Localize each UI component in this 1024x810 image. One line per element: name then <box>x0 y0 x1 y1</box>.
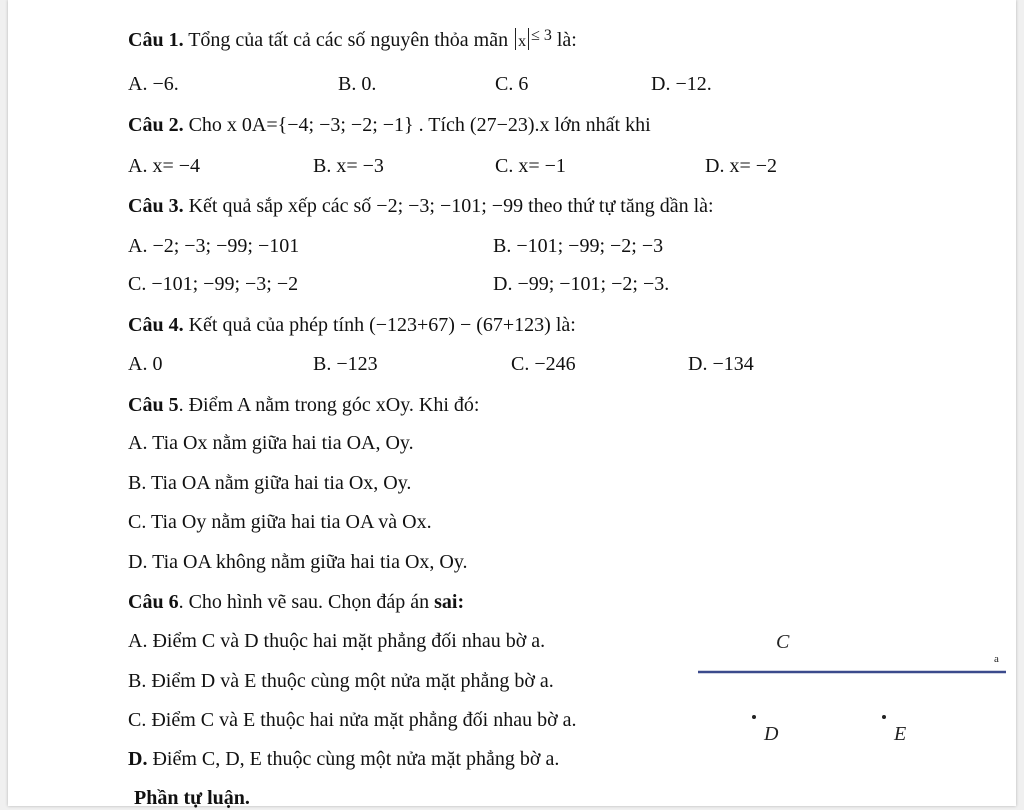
q6-option-d-letter: D. <box>128 748 148 770</box>
section-title-text: Phần tự luận. <box>134 787 250 809</box>
q3-option-a: A. −2; −3; −99; −101 <box>128 235 300 257</box>
question-5-text: . Điểm A nằm trong góc xOy. Khi đó: <box>178 394 480 416</box>
question-6-prefix: Câu 6 <box>128 591 179 613</box>
question-2-text: Cho x 0A={−4; −3; −2; −1} . Tích (27−23).x lớn nhất khi <box>183 114 651 136</box>
question-1 <box>128 28 577 54</box>
q1-option-c: C. 6 <box>495 73 529 95</box>
q1-option-b: B. 0. <box>338 73 377 95</box>
q2-option-c: C. x= −1 <box>495 155 566 177</box>
q5-option-d: D. Tia OA không nằm giữa hai tia Ox, Oy. <box>128 551 468 573</box>
q1-option-a: A. −6. <box>128 73 179 95</box>
question-1-tail: là: <box>551 29 577 51</box>
document-page <box>8 0 1016 809</box>
question-3 <box>128 194 714 218</box>
abs-bar-left <box>515 28 516 50</box>
question-1-text: Tổng của tất cả các số nguyên thỏa mãn <box>183 29 514 51</box>
q1-option-d: D. −12. <box>651 73 712 95</box>
q6-option-d <box>128 747 559 771</box>
q4-option-d: D. −134 <box>688 353 754 375</box>
half-plane-figure <box>688 620 1010 750</box>
question-3-text: Kết quả sắp xếp các số −2; −3; −101; −99 theo thứ tự tăng dần là: <box>183 195 714 217</box>
abs-relation: ≤ 3 <box>531 27 552 44</box>
q5-option-a: A. Tia Ox nằm giữa hai tia OA, Oy. <box>128 432 414 454</box>
question-6 <box>128 590 464 614</box>
q2-option-d: D. x= −2 <box>705 155 778 177</box>
section-title <box>134 786 250 810</box>
abs-variable: x <box>518 33 527 50</box>
q3-option-c: C. −101; −99; −3; −2 <box>128 273 299 295</box>
q5-option-c: C. Tia Oy nằm giữa hai tia OA và Ox. <box>128 511 432 533</box>
q6-option-d-text: Điểm C, D, E thuộc cùng một nửa mặt phẳng bờ a. <box>147 748 560 770</box>
q4-option-b: B. −123 <box>313 353 378 375</box>
q6-option-b: B. Điểm D và E thuộc cùng một nửa mặt phẳng bờ a. <box>128 670 554 692</box>
q3-option-b: B. −101; −99; −2; −3 <box>493 235 664 257</box>
question-1-prefix: Câu 1. <box>128 29 184 51</box>
label-a: a <box>994 653 999 665</box>
q6-option-c: C. Điểm C và E thuộc hai nửa mặt phẳng đối nhau bờ a. <box>128 709 577 731</box>
question-6-text: . Cho hình vẽ sau. Chọn đáp án <box>178 591 435 613</box>
label-e: E <box>894 723 907 745</box>
point-e-dot <box>882 715 886 719</box>
abs-bar-right <box>528 28 529 50</box>
label-d: D <box>764 723 779 745</box>
question-4-text: Kết quả của phép tính (−123+67) − (67+123) là: <box>183 314 576 336</box>
q3-option-d: D. −99; −101; −2; −3. <box>493 273 670 295</box>
question-4 <box>128 313 576 337</box>
question-5-prefix: Câu 5 <box>128 394 179 416</box>
q2-option-b: B. x= −3 <box>313 155 384 177</box>
question-5 <box>128 393 479 417</box>
question-4-prefix: Câu 4. <box>128 314 184 336</box>
q2-option-a: A. x= −4 <box>128 155 201 177</box>
point-d-dot <box>752 715 756 719</box>
question-6-emphasis: sai: <box>434 591 465 613</box>
question-3-prefix: Câu 3. <box>128 195 184 217</box>
q6-option-a: A. Điểm C và D thuộc hai mặt phẳng đối nhau bờ a. <box>128 630 546 652</box>
q5-option-b: B. Tia OA nằm giữa hai tia Ox, Oy. <box>128 472 412 494</box>
q4-option-a: A. 0 <box>128 353 163 375</box>
question-2-prefix: Câu 2. <box>128 114 184 136</box>
q4-option-c: C. −246 <box>511 353 576 375</box>
label-c: C <box>776 631 790 653</box>
question-2 <box>128 113 651 137</box>
